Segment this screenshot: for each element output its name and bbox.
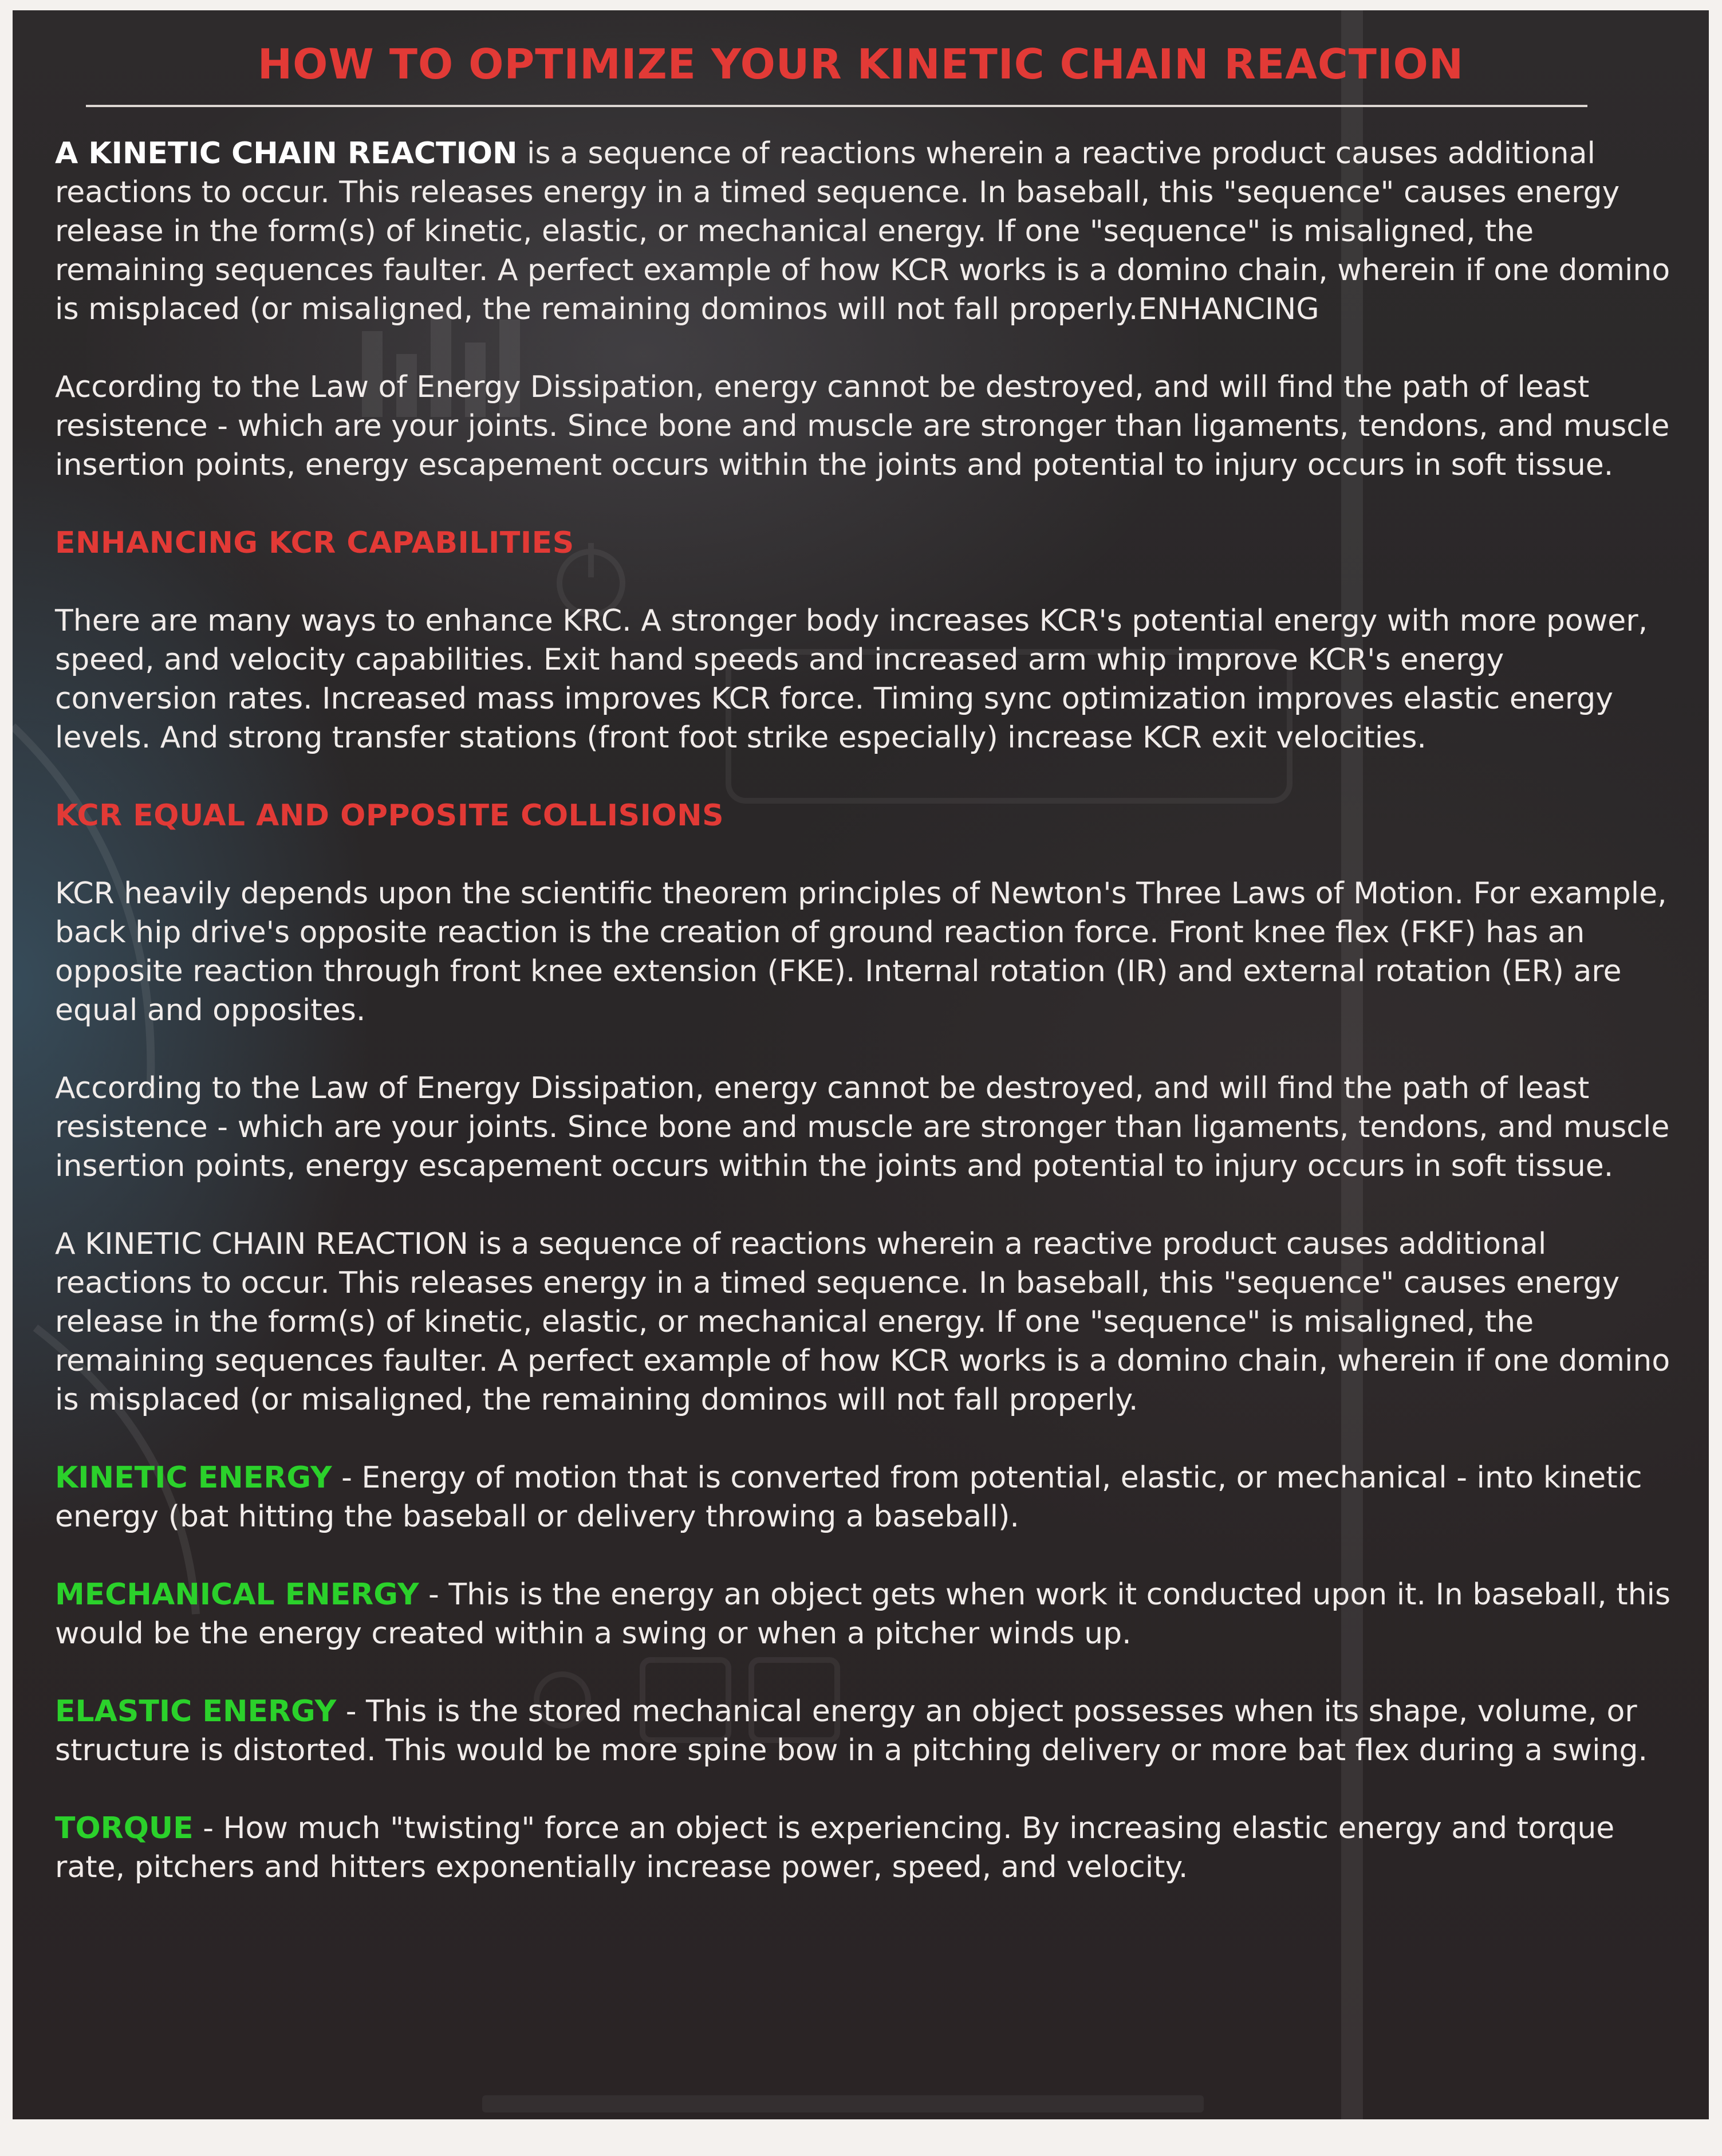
definition-term: MECHANICAL ENERGY [55,1577,419,1612]
enhancing-paragraph: There are many ways to enhance KRC. A stronger body increases KCR's potential energy with more power, speed, and velocity capabilities. Exit hand speeds and increased arm whip improve KCR's energy conversion rates. Increased mass improves KCR force. Timing sync optimization improves elastic energy levels. And strong transfer stations (front foot strike especially) increase KCR exit velocities. [55,604,1648,755]
intro-paragraph [55,134,1676,329]
definition-text: - This is the stored mechanical energy an object possesses when its shape, volume, or structure is distorted. This would be more spine bow in a pitching delivery or more bat flex during a swing. [55,1694,1648,1768]
definition-elastic-energy [55,1692,1676,1770]
heading-enhancing: ENHANCING KCR CAPABILITIES [55,526,574,560]
kcr-repeat-paragraph: A KINETIC CHAIN REACTION is a sequence of reactions wherein a reactive product causes additional reactions to occur. This releases energy in a timed sequence. In baseball, this "sequence" causes energy release in the form(s) of kinetic, elastic, or mechanical energy. If one "sequence" is misaligned, the remaining sequences faulter. A perfect example of how KCR works is a domino chain, wherein if one domino is misplaced (or misaligned, the remaining dominos will not fall properly. [55,1227,1670,1417]
page-title: HOW TO OPTIMIZE YOUR KINETIC CHAIN REACTION [257,40,1464,88]
definition-term: KINETIC ENERGY [55,1461,332,1495]
heading-collisions: KCR EQUAL AND OPPOSITE COLLISIONS [55,798,724,833]
article-body [55,134,1676,1926]
intro-text: is a sequence of reactions wherein a reactive product causes additional reactions to occur. This releases energy in a timed sequence. In baseball, this "sequence" causes energy release in the form(s) of kinetic, elastic, or mechanical energy. If one "sequence" is misaligned, the remaining sequences faulter. A perfect example of how KCR works is a domino chain, wherein if one domino is misplaced (or misaligned, the remaining dominos will not fall properly.ENHANCING [55,136,1670,326]
definition-term: TORQUE [55,1811,194,1846]
definition-text: - Energy of motion that is converted from potential, elastic, or mechanical - into kinetic energy (bat hitting the baseball or delivery throwing a baseball). [55,1461,1642,1534]
dissipation-paragraph-1: According to the Law of Energy Dissipation, energy cannot be destroyed, and will find the path of least resistence - which are your joints. Since bone and muscle are stronger than ligaments, tendons, and muscle insertion points, energy escapement occurs within the joints and potential to injury occurs in soft tissue. [55,370,1670,482]
definition-text: - How much "twisting" force an object is experiencing. By increasing elastic energy and torque rate, pitchers and hitters exponentially increase power, speed, and velocity. [55,1811,1615,1884]
bg-footer-strip-shape [482,2095,1204,2112]
article-panel [13,10,1709,2119]
title-divider [86,105,1587,107]
collisions-paragraph: KCR heavily depends upon the scientific theorem principles of Newton's Three Laws of Motion. For example, back hip drive's opposite reaction is the creation of ground reaction force. Front knee flex (FKF) has an opposite reaction through front knee extension (FKE). Internal rotation (IR) and external rotation (ER) are equal and opposites. [55,876,1667,1028]
definition-kinetic-energy [55,1458,1676,1536]
definition-mechanical-energy [55,1575,1676,1653]
definition-term: ELASTIC ENERGY [55,1694,337,1729]
intro-lead: A KINETIC CHAIN REACTION [55,136,518,171]
definition-torque [55,1809,1676,1887]
definition-text: - This is the energy an object gets when work it conducted upon it. In baseball, this would be the energy created within a swing or when a pitcher winds up. [55,1577,1671,1651]
dissipation-paragraph-2: According to the Law of Energy Dissipation, energy cannot be destroyed, and will find the path of least resistence - which are your joints. Since bone and muscle are stronger than ligaments, tendons, and muscle insertion points, energy escapement occurs within the joints and potential to injury occurs in soft tissue. [55,1071,1670,1183]
